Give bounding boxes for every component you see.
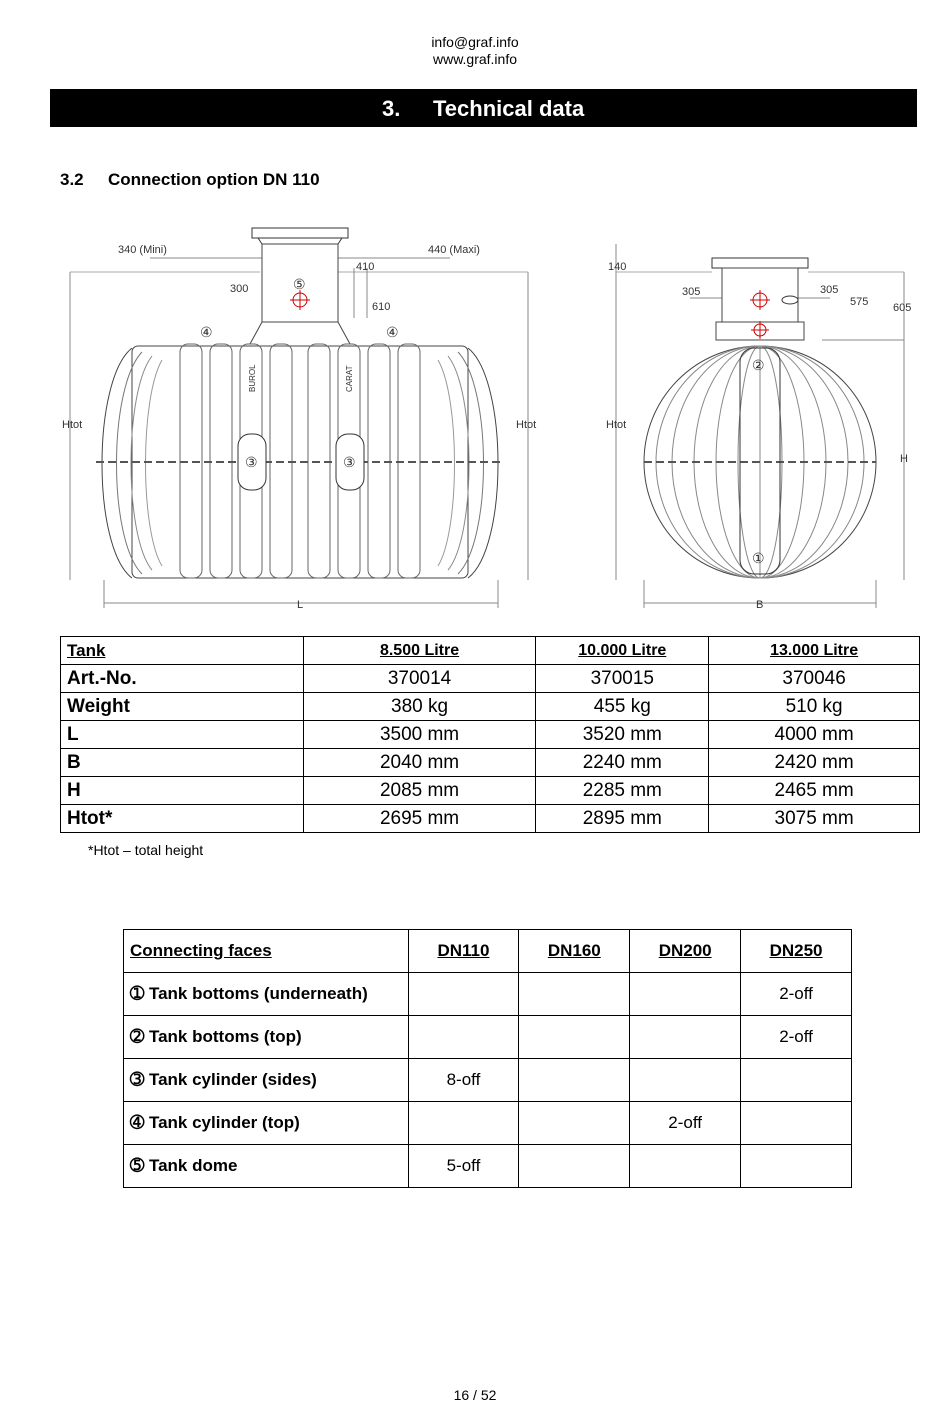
spec-row [61, 665, 920, 693]
mark-4-right: ④ [386, 324, 399, 340]
spec-row [61, 721, 920, 749]
spec-cell: H [61, 777, 304, 805]
spec-header-cell: 13.000 Litre [709, 637, 920, 665]
spec-cell: Art.-No. [61, 665, 304, 693]
spec-table [60, 636, 920, 833]
faces-cell: 8-off [408, 1059, 519, 1102]
dim-340-mini: 340 (Mini) [118, 244, 167, 256]
dim-440-maxi: 440 (Maxi) [428, 244, 480, 256]
spec-cell: B [61, 749, 304, 777]
mark-3-left: ③ [245, 454, 258, 470]
spec-cell: 4000 mm [709, 721, 920, 749]
spec-cell: 2285 mm [536, 777, 709, 805]
faces-cell: ➃ Tank cylinder (top) [124, 1102, 409, 1145]
spec-cell: 380 kg [303, 693, 536, 721]
faces-header-cell: Connecting faces [124, 930, 409, 973]
faces-cell [519, 973, 630, 1016]
spec-cell: 455 kg [536, 693, 709, 721]
spec-cell: 370046 [709, 665, 920, 693]
spec-cell: 3520 mm [536, 721, 709, 749]
faces-cell [519, 1102, 630, 1145]
side-view-drawing [62, 228, 536, 611]
faces-header-cell: DN250 [741, 930, 852, 973]
contact-website: www.graf.info [432, 51, 518, 67]
faces-cell [741, 1102, 852, 1145]
end-htot-label: Htot [606, 419, 627, 431]
end-b-label: B [756, 599, 764, 611]
length-label: L [297, 599, 304, 611]
dim-610: 610 [372, 301, 391, 313]
section-title: Technical data [433, 96, 585, 121]
faces-cell: ➀ Tank bottoms (underneath) [124, 973, 409, 1016]
spec-cell: 2895 mm [536, 805, 709, 833]
contact-email: info@graf.info [431, 34, 519, 50]
faces-row [124, 1016, 852, 1059]
spec-row [61, 805, 920, 833]
spec-cell: 2465 mm [709, 777, 920, 805]
mark-5-dome: ⑤ [293, 276, 306, 292]
dim-140: 140 [608, 261, 627, 273]
spec-row [61, 777, 920, 805]
faces-cell [630, 973, 741, 1016]
end-h-label: H [900, 453, 908, 465]
spec-cell: 370015 [536, 665, 709, 693]
dim-410: 410 [356, 261, 375, 273]
mark-3-right: ③ [343, 454, 356, 470]
faces-cell [630, 1059, 741, 1102]
dim-305-left: 305 [682, 286, 701, 298]
faces-row [124, 973, 852, 1016]
faces-row [124, 1102, 852, 1145]
spec-cell: 3075 mm [709, 805, 920, 833]
faces-cell [519, 1059, 630, 1102]
dim-305-right: 305 [820, 284, 839, 296]
faces-cell: 5-off [408, 1145, 519, 1188]
spec-row [61, 749, 920, 777]
spec-cell: L [61, 721, 304, 749]
subsection-title: Connection option DN 110 [108, 170, 320, 189]
faces-cell [630, 1016, 741, 1059]
faces-cell [519, 1016, 630, 1059]
dim-575: 575 [850, 296, 869, 308]
faces-cell [408, 973, 519, 1016]
mark-2: ② [752, 357, 765, 373]
faces-header-cell: DN110 [408, 930, 519, 973]
spec-cell: 370014 [303, 665, 536, 693]
spec-header-cell: 8.500 Litre [303, 637, 536, 665]
mark-1: ① [752, 550, 765, 566]
faces-cell [741, 1145, 852, 1188]
spec-cell: 3500 mm [303, 721, 536, 749]
spec-header-row [61, 637, 920, 665]
faces-cell: 2-off [741, 1016, 852, 1059]
spec-cell: Weight [61, 693, 304, 721]
faces-row [124, 1059, 852, 1102]
subsection-number: 3.2 [60, 170, 84, 189]
spec-header-cell: Tank [61, 637, 304, 665]
faces-cell: 2-off [630, 1102, 741, 1145]
emboss-burol: BUROL [248, 364, 257, 392]
table-footnote: *Htot – total height [88, 842, 204, 858]
connecting-faces-table [123, 929, 852, 1188]
faces-cell [741, 1059, 852, 1102]
faces-row [124, 1145, 852, 1188]
end-view-drawing [606, 244, 911, 611]
section-number: 3. [382, 96, 401, 121]
htot-right-label: Htot [516, 419, 537, 431]
spec-cell: 2040 mm [303, 749, 536, 777]
faces-header-cell: DN160 [519, 930, 630, 973]
faces-cell [519, 1145, 630, 1188]
faces-cell: ➄ Tank dome [124, 1145, 409, 1188]
spec-cell: Htot* [61, 805, 304, 833]
emboss-carat: CARAT [345, 365, 354, 392]
faces-cell [408, 1016, 519, 1059]
spec-cell: 510 kg [709, 693, 920, 721]
tank-technical-drawing [0, 0, 950, 630]
spec-cell: 2695 mm [303, 805, 536, 833]
page-number: 16 / 52 [453, 1387, 497, 1403]
faces-cell: ➂ Tank cylinder (sides) [124, 1059, 409, 1102]
spec-cell: 2240 mm [536, 749, 709, 777]
faces-cell [630, 1145, 741, 1188]
mark-4-left: ④ [200, 324, 213, 340]
dim-605: 605 [893, 302, 912, 314]
faces-cell: ➁ Tank bottoms (top) [124, 1016, 409, 1059]
htot-left-label: Htot [62, 419, 83, 431]
spec-header-cell: 10.000 Litre [536, 637, 709, 665]
faces-header-row [124, 930, 852, 973]
faces-header-cell: DN200 [630, 930, 741, 973]
dim-300: 300 [230, 283, 249, 295]
spec-cell: 2085 mm [303, 777, 536, 805]
spec-row [61, 693, 920, 721]
spec-cell: 2420 mm [709, 749, 920, 777]
faces-cell [408, 1102, 519, 1145]
faces-cell: 2-off [741, 973, 852, 1016]
